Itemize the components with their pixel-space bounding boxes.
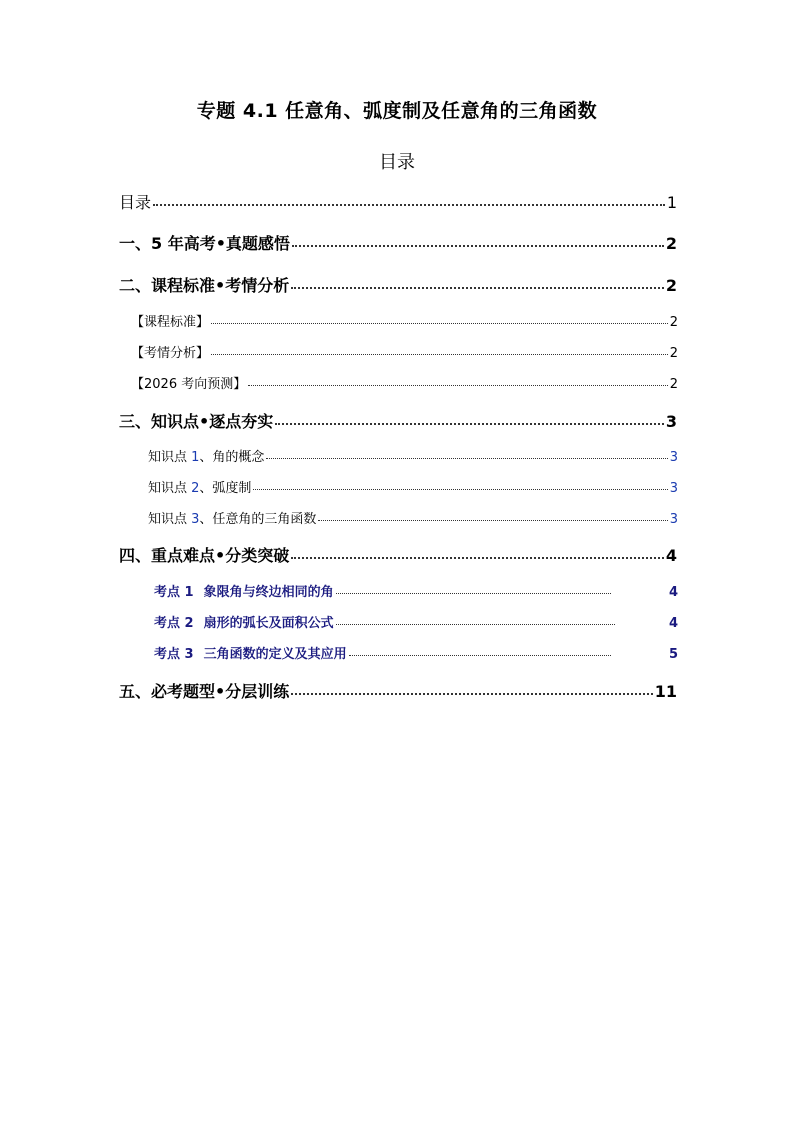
toc-entry-label <box>148 446 264 465</box>
toc-page-number: 3 <box>665 412 677 431</box>
dot-leader <box>292 245 664 247</box>
toc-entry-section-5[interactable] <box>119 679 677 702</box>
toc-entry-exam-point-3[interactable] <box>154 643 678 662</box>
toc-entry-knowledge-2[interactable] <box>148 477 678 496</box>
kp-number: 3 <box>191 512 200 527</box>
kp-prefix: 知识点 <box>148 450 192 465</box>
toc-entry-knowledge-3[interactable] <box>148 508 678 527</box>
exam-point-title: 扇形的弧长及面积公式 <box>203 616 334 631</box>
kp-suffix: 、角的概念 <box>199 450 265 465</box>
exam-point-tag: 考点 3 <box>154 647 194 662</box>
toc-entry-section-1[interactable] <box>119 231 677 254</box>
toc-page-number: 3 <box>669 450 678 465</box>
exam-point-title: 象限角与终边相同的角 <box>203 585 334 600</box>
toc-entry-exam-analysis[interactable] <box>131 342 678 361</box>
toc-entry-label: 一、5 年高考•真题感悟 <box>119 234 290 253</box>
toc-entry-section-2[interactable] <box>119 273 677 296</box>
toc-page-number: 4 <box>668 616 678 631</box>
exam-point-tag: 考点 2 <box>154 616 194 631</box>
toc-entry-label: 目录 <box>119 193 152 212</box>
toc-entry-exam-point-2[interactable] <box>154 612 678 631</box>
toc-entry-mulu[interactable] <box>119 190 677 213</box>
toc-page-number: 2 <box>669 346 678 361</box>
dot-leader <box>153 204 665 206</box>
toc-page-number: 2 <box>665 234 677 253</box>
exam-point-tag: 考点 1 <box>154 585 194 600</box>
kp-suffix: 、任意角的三角函数 <box>199 512 317 527</box>
toc-page-number: 2 <box>669 377 678 392</box>
dot-leader <box>253 489 667 490</box>
toc-entry-section-3[interactable] <box>119 409 677 432</box>
dot-leader <box>248 385 668 386</box>
toc-entry-label: 四、重点难点•分类突破 <box>119 546 290 565</box>
toc-entry-section-4[interactable] <box>119 543 677 566</box>
exam-point-title: 三角函数的定义及其应用 <box>203 647 347 662</box>
dot-leader <box>275 423 664 425</box>
toc-entry-label <box>154 581 334 600</box>
toc-entry-label: 【课程标准】 <box>131 315 210 330</box>
toc-entry-label: 【2026 考向预测】 <box>131 377 247 392</box>
document-title: 专题 4.1 任意角、弧度制及任意角的三角函数 <box>196 100 598 122</box>
toc-page-number: 3 <box>669 481 678 496</box>
dot-leader <box>336 624 615 625</box>
dot-leader <box>318 520 667 521</box>
toc-page-number: 4 <box>665 546 677 565</box>
dot-leader <box>291 287 664 289</box>
dot-leader <box>211 323 668 324</box>
dot-leader <box>291 693 653 695</box>
toc-entry-label <box>148 508 316 527</box>
toc-page-number: 2 <box>669 315 678 330</box>
toc-entry-label <box>154 643 347 662</box>
toc-page-number: 4 <box>668 585 678 600</box>
kp-prefix: 知识点 <box>148 481 192 496</box>
toc-page-number: 11 <box>654 682 677 701</box>
toc-page-number: 1 <box>666 193 677 212</box>
dot-leader <box>349 655 611 656</box>
toc-entry-forecast[interactable] <box>131 373 678 392</box>
dot-leader <box>211 354 668 355</box>
toc-entry-label: 五、必考题型•分层训练 <box>119 682 290 701</box>
kp-prefix: 知识点 <box>148 512 192 527</box>
dot-leader <box>266 458 667 459</box>
dot-leader <box>336 593 611 594</box>
toc-entry-exam-point-1[interactable] <box>154 581 678 600</box>
toc-entry-label <box>148 477 251 496</box>
toc-entry-course-standard[interactable] <box>131 311 678 330</box>
toc-heading: 目录 <box>379 152 415 173</box>
toc-entry-label <box>154 612 334 631</box>
dot-leader <box>291 557 664 559</box>
toc-entry-knowledge-1[interactable] <box>148 446 678 465</box>
toc-entry-label: 【考情分析】 <box>131 346 210 361</box>
toc-page-number: 5 <box>668 647 678 662</box>
toc-entry-label: 二、课程标准•考情分析 <box>119 276 290 295</box>
toc-page-number: 3 <box>669 512 678 527</box>
toc-page-number: 2 <box>665 276 677 295</box>
toc-entry-label: 三、知识点•逐点夯实 <box>119 412 274 431</box>
kp-suffix: 、弧度制 <box>199 481 252 496</box>
kp-number: 2 <box>191 481 200 496</box>
kp-number: 1 <box>191 450 200 465</box>
